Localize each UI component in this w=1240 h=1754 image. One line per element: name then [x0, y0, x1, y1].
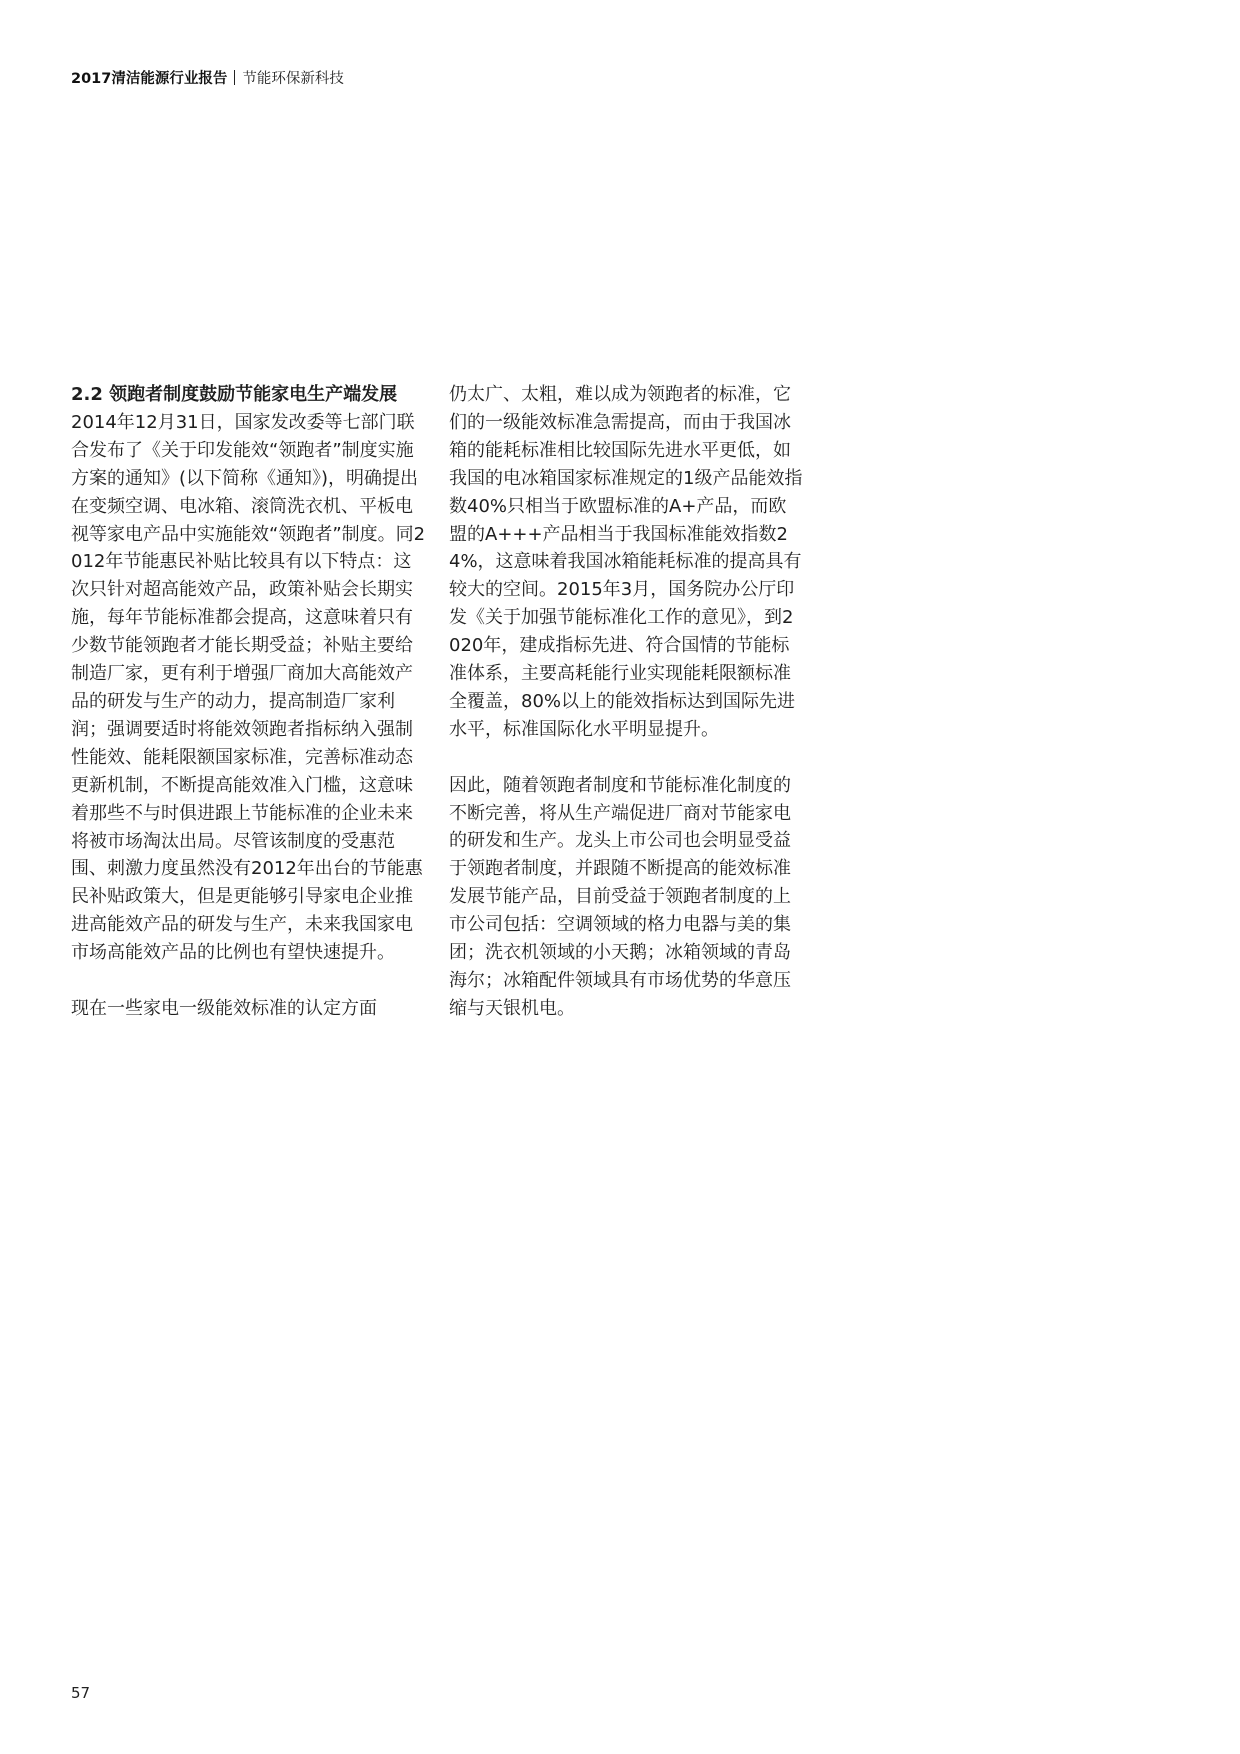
header-divider — [234, 70, 235, 85]
paragraph-energy-standard-continued: 仍太广、太粗，难以成为领跑者的标准，它们的一级能效标准急需提高，而由于我国冰箱的能耗标准相比较国际先进水平更低，如我国的电冰箱国家标准规定的1级产品能效指数40%只相当于欧盟标准的A+产品，而欧盟的A+++产品相当于我国标准能效指数24%，这意味着我国冰箱能耗标准的提高具有较大的空间。2015年3月，国务院办公厅印发《关于加强节能标准化工作的意见》，到2020年，建成指标先进、符合国情的节能标准体系，主要高耗能行业实现能耗限额标准全覆盖，80%以上的能效指标达到国际先进水平，标准国际化水平明显提升。 — [449, 384, 803, 740]
header-section-name: 节能环保新科技 — [242, 71, 344, 87]
page-number: 57 — [71, 1684, 91, 1702]
left-text-column — [71, 381, 426, 1023]
report-title: 2017清洁能源行业报告 — [71, 71, 228, 87]
paragraph-leader-policy: 2014年12月31日，国家发改委等七部门联合发布了《关于印发能效“领跑者”制度实施方案的通知》(以下简称《通知》)，明确提出在变频空调、电冰箱、滚筒洗衣机、平板电视等家电产品中实施能效“领跑者”制度。同2012年节能惠民补贴比较具有以下特点：这次只针对超高能效产品，政策补贴会长期实施，每年节能标准都会提高，这意味着只有少数节能领跑者才能长期受益；补贴主要给制造厂家，更有利于增强厂商加大高能效产品的研发与生产的动力，提高制造厂家利润；强调要适时将能效领跑者指标纳入强制性能效、能耗限额国家标准，完善标准动态更新机制，不断提高能效准入门槛，这意味着那些不与时俱进跟上节能标准的企业未来将被市场淘汰出局。尽管该制度的受惠范围、刺激力度虽然没有2012年出台的节能惠民补贴政策大，但是更能够引导家电企业推进高能效产品的研发与生产，未来我国家电市场高能效产品的比例也有望快速提升。 — [71, 411, 426, 964]
section-heading: 2.2 领跑者制度鼓励节能家电生产端发展 — [71, 384, 398, 405]
running-header — [71, 69, 344, 89]
right-text-column — [449, 381, 804, 1023]
paragraph-energy-standard-start: 现在一些家电一级能效标准的认定方面 — [71, 997, 377, 1019]
paragraph-beneficiary-companies: 因此，随着领跑者制度和节能标准化制度的不断完善，将从生产端促进厂商对节能家电的研发和生产。龙头上市公司也会明显受益于领跑者制度，并跟随不断提高的能效标准发展节能产品，目前受益于领跑者制度的上市公司包括：空调领域的格力电器与美的集团；洗衣机领域的小天鹅；冰箱领域的青岛海尔；冰箱配件领域具有市场优势的华意压缩与天银机电。 — [449, 774, 791, 1019]
